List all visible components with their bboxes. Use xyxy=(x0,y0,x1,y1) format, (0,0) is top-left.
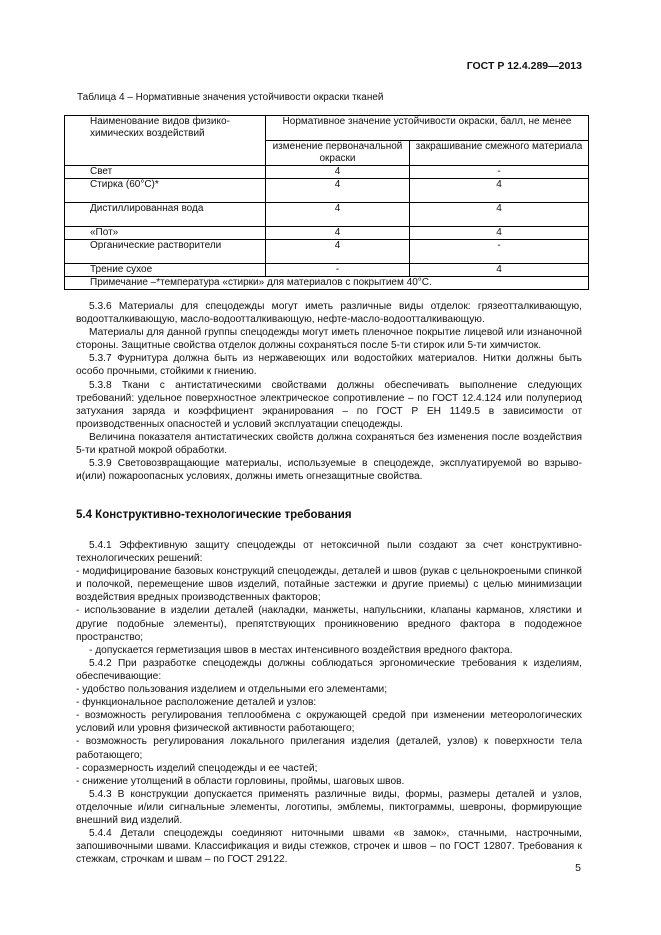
fastness-table xyxy=(64,115,589,290)
paragraph-5-3-6-cont: Материалы для данной группы спецодежды могут иметь пленочное покрытие лицевой или изнаночной стороны. Защитные свойства отделок должны сохраняться после 5-ти стирок или 5-ти химчисток. xyxy=(76,327,582,352)
paragraph-5-4-4: 5.4.4 Детали спецодежды соединяют ниточными швами «в замок», стачными, настрочными, запошивочными швами. Классификация и виды стежков, строчек и швов – по ГОСТ 12807. Требования к стежкам, строчкам и швам – по ГОСТ 29122. xyxy=(76,828,582,866)
list-item: - функциональное расположение деталей и узлов: xyxy=(76,697,317,709)
list-item: - допускается герметизация швов в местах интенсивного воздействия вредного фактора. xyxy=(89,644,513,656)
table-caption: Таблица 4 – Нормативные значения устойчивости окраски тканей xyxy=(77,92,384,103)
page-number: 5 xyxy=(575,862,581,874)
row-stain: 4 xyxy=(410,264,589,277)
table-note: Примечание –*температура «стирки» для материалов с покрытием 40°С. xyxy=(65,277,589,290)
document-header: ГОСТ Р 12.4.289—2013 xyxy=(466,60,582,72)
row-change: 4 xyxy=(266,227,410,240)
row-change: 4 xyxy=(266,179,410,203)
section-5-4-text xyxy=(76,539,582,866)
header-norm: Нормативное значение устойчивости окраски, балл, не менее xyxy=(266,116,589,141)
row-name: Свет xyxy=(65,166,266,179)
header-staining: закрашивание смежного материала xyxy=(410,141,589,166)
row-stain: 4 xyxy=(410,203,589,227)
list-item: - возможность регулирования локального прилегания изделия (деталей, узлов) к поверхности тела работающего; xyxy=(76,736,582,761)
row-name: Органические растворители xyxy=(65,240,266,264)
paragraph-5-4-1: 5.4.1 Эффективную защиту спецодежды от нетоксичной пыли создают за счет конструктивно-технологических решений: xyxy=(76,540,582,565)
paragraph-5-4-2: 5.4.2 При разработке спецодежды должны соблюдаться эргономические требования к изделиям, обеспечивающие: xyxy=(76,657,582,682)
row-stain: - xyxy=(410,166,589,179)
paragraph-5-3-7: 5.3.7 Фурнитура должна быть из нержавеющих или водостойких материалов. Нитки должны быть особо прочными, стойкими к гниению. xyxy=(76,353,582,378)
paragraph-5-3-8-cont: Величина показателя антистатических свойств должна сохраняться без изменения после воздействия 5-ти кратной мокрой обработки. xyxy=(76,431,582,457)
row-stain: - xyxy=(410,240,589,264)
list-item: - соразмерность изделий спецодежды и ее частей; xyxy=(76,762,318,774)
paragraph-5-4-3: 5.4.3 В конструкции допускается применять различные виды, формы, размеры деталей и узлов, отделочные и/или сигнальные элементы, логотипы, эмблемы, пиктограммы, шевроны, формирующие внешний вид изделий. xyxy=(76,788,582,826)
row-stain: 4 xyxy=(410,179,589,203)
row-name: «Пот» xyxy=(65,227,266,240)
list-item: - снижение утолщений в области горловины, проймы, шаговых швов. xyxy=(76,775,405,787)
list-item: - модифицирование базовых конструкций спецодежды, деталей и швов (рукав с цельнокроеными спинкой и полочкой, перемещение швов изделий, потайные застежки и другие приемы) с целью минимизации воздействия вредных производственных факторов; xyxy=(76,566,582,604)
row-change: 4 xyxy=(266,203,410,227)
row-change: 4 xyxy=(266,240,410,264)
row-name: Трение сухое xyxy=(65,264,266,277)
row-stain: 4 xyxy=(410,227,589,240)
section-5-3-text xyxy=(76,300,582,483)
paragraph-5-3-9: 5.3.9 Световозвращающие материалы, используемые в спецодежде, эксплуатируемой во взрыво- и(или) пожароопасных условиях, должны иметь огнезащитные свойства. xyxy=(76,458,582,483)
list-item: - удобство пользования изделием и отдельными его элементами; xyxy=(76,684,388,696)
paragraph-5-3-8: 5.3.8 Ткани с антистатическими свойствами должны обеспечивать выполнение следующих требований: удельное поверхностное электрическое сопротивление – по ГОСТ 12.4.124 или полупериод затухания заряда и коэффициент экранирования – по ГОСТ Р ЕН 1149.5 в зависимости от производственных опасностей и условий эксплуатации спецодежды. xyxy=(76,379,582,430)
row-name: Дистиллированная вода xyxy=(65,203,266,227)
row-change: - xyxy=(266,264,410,277)
header-impact: Наименование видов физико-химических воздействий xyxy=(65,116,266,166)
header-change: изменение первоначальной окраски xyxy=(266,141,410,166)
section-title: 5.4 Конструктивно-технологические требования xyxy=(76,509,352,521)
row-change: 4 xyxy=(266,166,410,179)
list-item: - использование в изделии деталей (накладки, манжеты, напульсники, клапаны карманов, хлястики и другие подобные элементы), препятствующих проникновению вредного фактора в пододежное пространство; xyxy=(76,605,582,643)
row-name: Стирка (60°С)* xyxy=(65,179,266,203)
paragraph-5-3-6: 5.3.6 Материалы для спецодежды могут иметь различные виды отделок: грязеотталкивающую, водоотталкивающую, масло-водоотталкивающую, нефте-масло-водоотталкивающую. xyxy=(76,301,582,326)
list-item: - возможность регулирования теплообмена с окружающей средой при изменении метеорологических условий или уровня физической активности работающего; xyxy=(76,710,582,735)
